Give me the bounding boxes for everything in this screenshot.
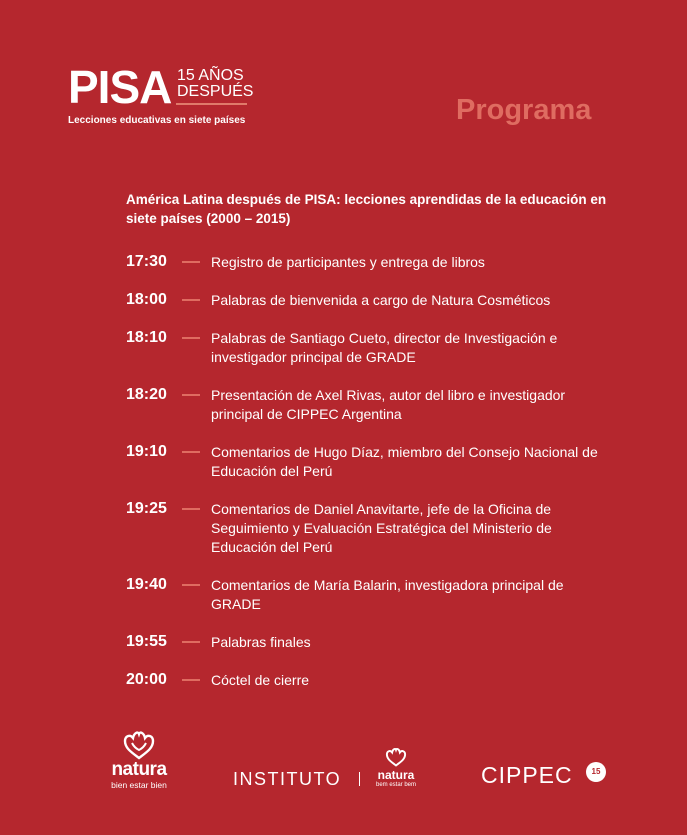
dash-divider <box>182 679 200 681</box>
natura-tagline: bien estar bien <box>111 780 167 790</box>
agenda-text: Palabras de Santiago Cueto, director de Investigación e investigador principal de GRADE <box>211 330 558 365</box>
agenda-time: 19:25 <box>126 500 167 517</box>
cippec-logo: CIPPEC <box>481 762 573 788</box>
page-title: Programa <box>456 94 592 126</box>
natura-wordmark: natura <box>111 759 167 780</box>
agenda-time: 18:00 <box>126 291 167 308</box>
agenda-time: 19:10 <box>126 443 167 460</box>
logo-years: 15 AÑOS <box>177 67 244 84</box>
pisa-wordmark: PISA <box>68 61 172 113</box>
agenda-text: Palabras finales <box>211 634 311 650</box>
agenda-text: Cóctel de cierre <box>211 672 310 688</box>
natura-flower-icon <box>383 747 409 767</box>
instituto-natura-tagline: bem estar bem <box>375 782 417 788</box>
instituto-natura-wordmark: natura <box>377 768 415 782</box>
agenda-time: 19:40 <box>126 576 167 593</box>
natura-logo <box>104 730 174 790</box>
dash-divider <box>182 508 200 510</box>
agenda-text: Presentación de Axel Rivas, autor del libro e investigador principal de CIPPEC Argentina <box>211 387 566 422</box>
instituto-natura-logo <box>373 747 419 791</box>
event-title: América Latina después de PISA: lecciones aprendidas de la educación en siete países (2000 – 2015) <box>126 192 607 226</box>
agenda-text: Comentarios de Hugo Díaz, miembro del Consejo Nacional de Educación del Perú <box>211 444 598 479</box>
agenda-text: Comentarios de María Balarin, investigadora principal de GRADE <box>211 577 564 612</box>
agenda-text: Comentarios de Daniel Anavitarte, jefe de la Oficina de Seguimiento y Evaluación Estratégica del Ministerio de Educación del Perú <box>211 501 552 555</box>
dash-divider <box>182 337 200 339</box>
agenda-text: Registro de participantes y entrega de libros <box>211 254 485 270</box>
agenda-time: 18:10 <box>126 329 167 346</box>
logo-after: DESPUÉS <box>177 83 254 100</box>
logo-rule <box>176 103 247 105</box>
pisa-logo <box>68 61 268 134</box>
agenda-time: 19:55 <box>126 633 167 650</box>
dash-divider <box>182 261 200 263</box>
natura-flower-icon <box>119 730 159 760</box>
logo-subtitle: Lecciones educativas en siete países <box>68 115 246 126</box>
instituto-separator <box>359 772 360 786</box>
cippec-anniversary-badge: 15 <box>586 762 606 782</box>
agenda-time: 18:20 <box>126 386 167 403</box>
agenda-text: Palabras de bienvenida a cargo de Natura Cosméticos <box>211 292 551 308</box>
dash-divider <box>182 451 200 453</box>
dash-divider <box>182 584 200 586</box>
dash-divider <box>182 394 200 396</box>
agenda-time: 20:00 <box>126 671 167 688</box>
agenda-time: 17:30 <box>126 253 167 270</box>
dash-divider <box>182 641 200 643</box>
dash-divider <box>182 299 200 301</box>
instituto-label: INSTITUTO <box>233 769 342 789</box>
